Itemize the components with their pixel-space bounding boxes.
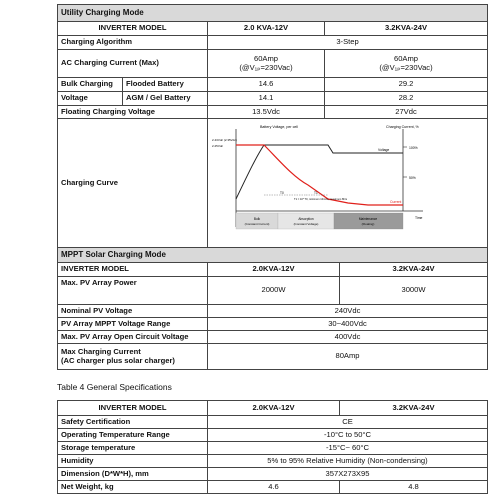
ac-current-b-value: 60Amp: [393, 53, 419, 63]
ac-current-a-value: 60Amp: [253, 53, 279, 63]
humidity-value: 5% to 95% Relative Humidity (Non-condensing): [208, 455, 488, 468]
nominal-label: Nominal PV Voltage: [58, 305, 208, 318]
dimension-value: 357X273X95: [208, 468, 488, 481]
phase-absorption: [278, 213, 334, 229]
safety-value: CE: [208, 416, 488, 429]
voltage-label: Voltage: [378, 148, 390, 152]
flooded-a: 14.6: [208, 78, 325, 92]
pct-50-label: 50%: [409, 176, 416, 180]
tick-top-2: 2.25Vdc: [212, 144, 224, 148]
general-header-a: 2.0KVA-12V: [208, 401, 340, 416]
op-temp-label: Operating Temperature Range: [58, 429, 208, 442]
header-model-b: 3.2KVA-24V: [325, 22, 488, 36]
phase-absorption-sub: (Constant Voltage): [293, 222, 319, 226]
bulk-agm-row: [58, 92, 208, 106]
bulk-flooded-row: [58, 78, 208, 92]
mppt-charging-table: [57, 247, 488, 370]
agm-b: 28.2: [325, 92, 488, 106]
pv-power-b: 3000W: [340, 277, 488, 305]
storage-value: -15°C~ 60°C: [208, 442, 488, 455]
header-model-a: 2.0 KVA-12V: [208, 22, 325, 36]
general-header-model: INVERTER MODEL: [58, 401, 208, 416]
open-circuit-label: Max. PV Array Open Circuit Voltage: [58, 331, 208, 344]
charging-curve-chart: [208, 119, 488, 245]
phase-maintenance-label: Maintenance: [358, 217, 378, 221]
nominal-value: 240Vdc: [208, 305, 488, 318]
max-current-value: 80Amp: [208, 344, 488, 370]
current-label: Current: [390, 200, 402, 204]
y-right-label: Charging Current, %: [386, 125, 419, 129]
charging-curve-cell: [208, 119, 488, 249]
pv-power-a: 2000W: [208, 277, 340, 305]
float-b: 27Vdc: [325, 106, 488, 119]
phase-maintenance: [334, 213, 403, 229]
ac-current-a-note: (@V₁ₚ=230Vac): [239, 62, 293, 72]
ac-current-a: [208, 50, 325, 78]
op-temp-value: -10°C to 50°C: [208, 429, 488, 442]
max-current-label: [58, 344, 208, 370]
section-title: Utility Charging Mode: [58, 5, 488, 22]
mppt-header-a: 2.0KVA-12V: [208, 263, 340, 277]
mppt-header-b: 3.2KVA-24V: [340, 263, 488, 277]
pv-power-label: Max. PV Array Power: [58, 277, 208, 305]
agm-a: 14.1: [208, 92, 325, 106]
general-spec-table: [57, 400, 488, 494]
weight-a: 4.6: [208, 481, 340, 494]
charging-algorithm-label: Charging Algorithm: [58, 36, 208, 50]
time-label: Time: [415, 216, 423, 220]
general-header-b: 3.2KVA-24V: [340, 401, 488, 416]
flooded-label: Flooded Battery: [126, 79, 184, 89]
t1-note: T1 = 10* T0, minimum 10mins, maximum 8hrs: [294, 198, 348, 201]
pct-100-label: 100%: [409, 146, 418, 150]
y-left-label: Battery Voltage, per cell: [260, 125, 298, 129]
bulk-label-1: Bulk Charging: [58, 78, 123, 91]
ac-current-b: [325, 50, 488, 78]
phase-absorption-label: Absorption: [298, 217, 314, 221]
utility-charging-table: [57, 4, 488, 249]
charging-algorithm-value: 3-Step: [208, 36, 488, 50]
tick-top-1: 2.43Vdc (2.35Vdc): [212, 138, 237, 142]
weight-label: Net Weight, kg: [58, 481, 208, 494]
ac-current-b-note: (@V₁ₚ=230Vac): [379, 62, 433, 72]
charging-curve-label: Charging Curve: [58, 119, 208, 249]
dimension-label: Dimension (D*W*H), mm: [58, 468, 208, 481]
bulk-label-2: Voltage: [58, 92, 123, 105]
phase-maintenance-sub: (Floating): [361, 222, 375, 226]
flooded-b: 29.2: [325, 78, 488, 92]
ac-current-label: AC Charging Current (Max): [58, 50, 208, 78]
open-circuit-value: 400Vdc: [208, 331, 488, 344]
agm-label: AGM / Gel Battery: [126, 93, 191, 103]
mppt-header-model: INVERTER MODEL: [58, 263, 208, 277]
max-current-label-2: (AC charger plus solar charger): [61, 355, 175, 365]
mppt-section-title: MPPT Solar Charging Mode: [58, 248, 488, 263]
voltage-curve: [236, 145, 403, 199]
phase-bulk-sub: (Constant Current): [244, 222, 270, 226]
safety-label: Safety Certification: [58, 416, 208, 429]
header-model: INVERTER MODEL: [58, 22, 208, 36]
t0-label: T0: [280, 191, 284, 195]
table-caption: Table 4 General Specifications: [57, 382, 172, 392]
humidity-label: Humidity: [58, 455, 208, 468]
weight-b: 4.8: [340, 481, 488, 494]
phase-bulk-label: Bulk: [253, 217, 261, 221]
current-curve: [236, 145, 403, 205]
max-current-label-1: Max Charging Current: [61, 346, 141, 356]
mppt-range-label: PV Array MPPT Voltage Range: [58, 318, 208, 331]
phase-bulk: [236, 213, 278, 229]
float-label: Floating Charging Voltage: [58, 106, 208, 119]
mppt-range-value: 30~400Vdc: [208, 318, 488, 331]
storage-label: Storage temperature: [58, 442, 208, 455]
float-a: 13.5Vdc: [208, 106, 325, 119]
t1-label: T1: [314, 191, 318, 195]
